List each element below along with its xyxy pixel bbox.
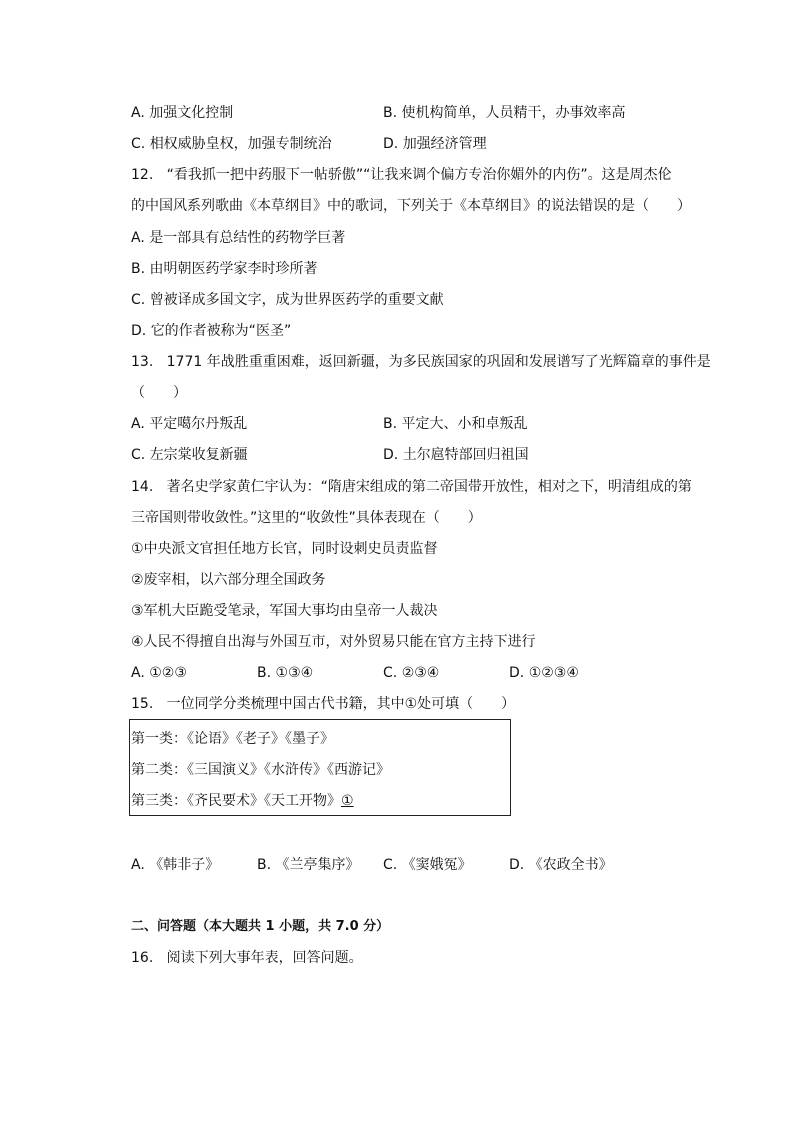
q12-option-c: C. 曾被译成多国文字，成为世界医药学的重要文献 xyxy=(131,292,444,308)
q11-option-d: D. 加强经济管理 xyxy=(383,136,487,152)
q15-number: 15. xyxy=(131,696,154,712)
q15-blank-marker: ① xyxy=(341,793,354,809)
q14-option-d: D. ①②③④ xyxy=(509,665,579,681)
section-2-heading: 二、问答题（本大题共 1 小题，共 7.0 分） xyxy=(131,919,390,934)
q14-item-1: ①中央派文官担任地方长官，同时设刺史员责监督 xyxy=(131,541,438,557)
q14-number: 14. xyxy=(131,479,154,495)
q15-stem-line1: 15. 一位同学分类梳理中国古代书籍，其中①处可填（ ） xyxy=(131,696,516,712)
q13-option-c: C. 左宗棠收复新疆 xyxy=(131,447,248,463)
q13-stem-line2: （ ） xyxy=(131,385,187,401)
q15-option-c: C. 《窦娥冤》 xyxy=(383,857,472,873)
q14-item-2: ②废宰相，以六部分理全国政务 xyxy=(131,572,326,588)
q11-option-c: C. 相权威胁皇权，加强专制统治 xyxy=(131,136,332,152)
q15-option-d: D. 《农政全书》 xyxy=(509,857,613,873)
q14-stem-line1: 14. 著名史学家黄仁宇认为：“隋唐宋组成的第二帝国带开放性，相对之下，明清组成的第 xyxy=(131,479,692,495)
q13-option-a: A. 平定噶尔丹叛乱 xyxy=(131,416,248,432)
q12-option-d: D. 它的作者被称为“医圣” xyxy=(131,323,292,339)
q13-stem-line1: 13. 1771 年战胜重重困难，返回新疆，为多民族国家的巩固和发展谱写了光辉篇章的事件是 xyxy=(131,354,711,370)
q16-number: 16. xyxy=(131,950,154,966)
q15-category-3: 第三类：《齐民要术》《天工开物》① xyxy=(131,793,354,809)
q14-option-c: C. ②③④ xyxy=(383,665,440,681)
q12-option-a: A. 是一部具有总结性的药物学巨著 xyxy=(131,230,346,246)
q12-option-b: B. 由明朝医药学家李时珍所著 xyxy=(131,261,318,277)
q13-option-b: B. 平定大、小和卓叛乱 xyxy=(383,416,528,432)
q13-number: 13. xyxy=(131,354,154,370)
q12-stem-line2: 的中国风系列歌曲《本草纲目》中的歌词，下列关于《本草纲目》的说法错误的是（ ） xyxy=(131,198,691,214)
q13-option-d: D. 土尔扈特部回归祖国 xyxy=(383,447,529,463)
q14-option-b: B. ①③④ xyxy=(257,665,314,681)
q15-category-2: 第二类：《三国演义》《水浒传》《西游记》 xyxy=(131,762,390,778)
q15-option-a: A. 《韩非子》 xyxy=(131,857,220,873)
q14-stem-line2: 三帝国则带收敛性。”这里的“收敛性”具体表现在（ ） xyxy=(131,510,482,526)
q14-item-3: ③军机大臣跪受笔录，军国大事均由皇帝一人裁决 xyxy=(131,603,438,619)
q16-stem-line1: 16. 阅读下列大事年表，回答问题。 xyxy=(131,950,363,966)
q14-item-4: ④人民不得擅自出海与外国互市，对外贸易只能在官方主持下进行 xyxy=(131,634,536,650)
q12-number: 12. xyxy=(131,167,154,183)
q11-option-a: A. 加强文化控制 xyxy=(131,105,234,121)
q12-stem-line1: 12. “看我抓一把中药服下一帖骄傲”“让我来调个偏方专治你媚外的内伤”。这是周杰伦 xyxy=(131,167,672,183)
q15-option-b: B. 《兰亭集序》 xyxy=(257,857,360,873)
q15-classification-table xyxy=(129,719,511,816)
q11-option-b: B. 使机构简单，人员精干，办事效率高 xyxy=(383,105,626,121)
q15-category-1: 第一类：《论语》《老子》《墨子》 xyxy=(131,731,334,747)
q14-option-a: A. ①②③ xyxy=(131,665,187,681)
